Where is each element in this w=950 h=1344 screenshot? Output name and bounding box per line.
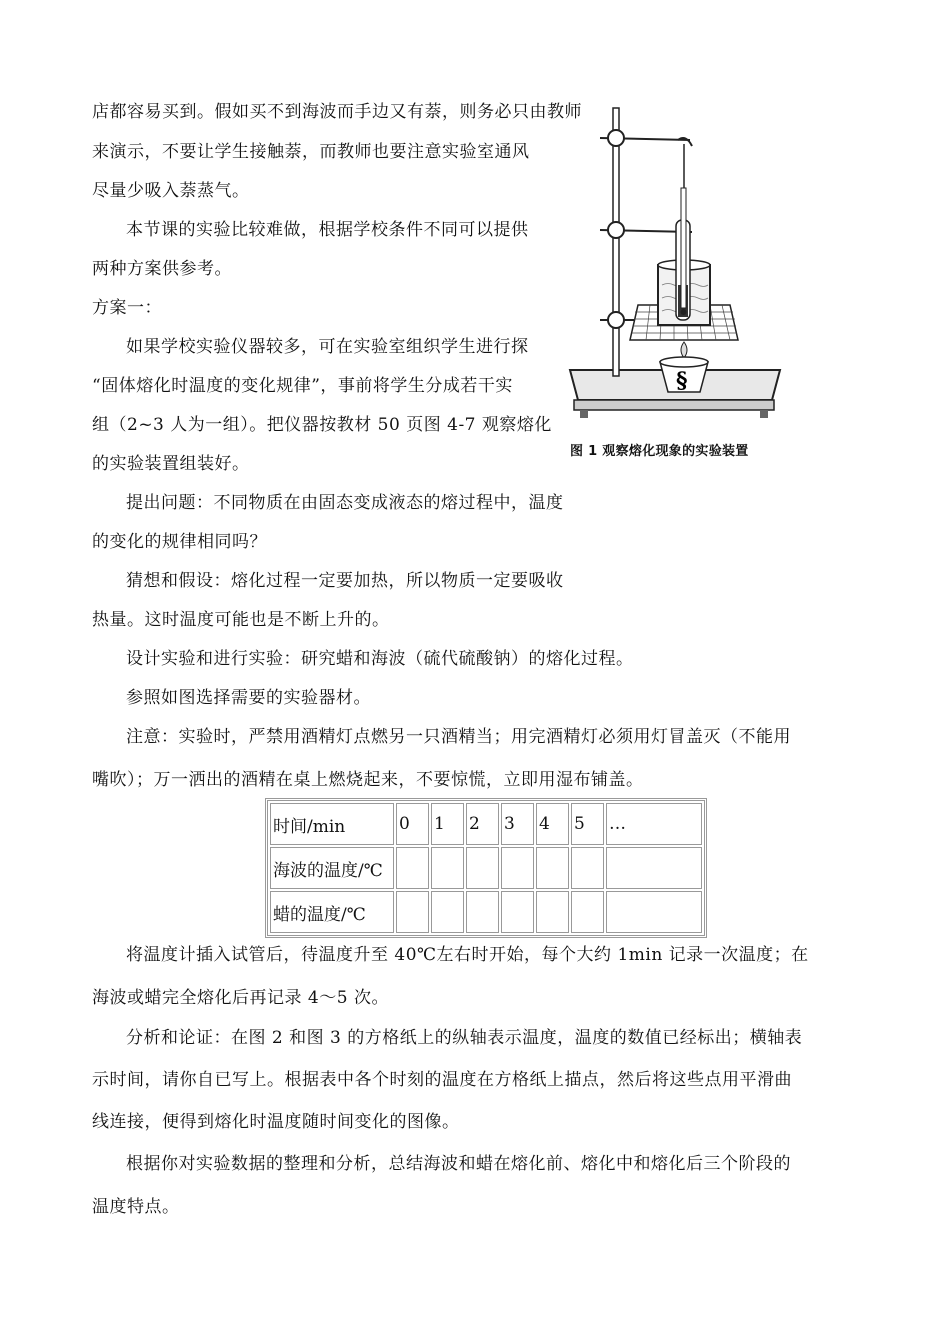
text-line: “固体熔化时温度的变化规律”，事前将学生分成若干实 xyxy=(92,376,513,396)
table-cell xyxy=(431,847,464,889)
table-row xyxy=(270,847,702,889)
text-line: 尽量少吸入萘蒸气。 xyxy=(92,181,250,201)
text-line: 方案一： xyxy=(92,298,162,318)
table-row xyxy=(270,803,702,845)
table-cell xyxy=(396,847,429,889)
figure-caption: 图 1 观察熔化现象的实验装置 xyxy=(570,444,749,459)
table-cell xyxy=(466,847,499,889)
text-line: 注意：实验时，严禁用酒精灯点燃另一只酒精当；用完酒精灯必须用灯冒盖灭（不能用 xyxy=(126,727,791,747)
text-line: 两种方案供参考。 xyxy=(92,259,232,279)
table-cell: 1 xyxy=(431,803,464,845)
text-line: 组（2~3 人为一组）。把仪器按教材 50 页图 4-7 观察熔化 xyxy=(92,415,552,435)
table-cell xyxy=(536,891,569,933)
table-cell: 3 xyxy=(501,803,534,845)
table-cell xyxy=(466,891,499,933)
text-line: 的实验装置组装好。 xyxy=(92,454,250,474)
apparatus-illustration xyxy=(560,100,790,440)
apparatus-figure xyxy=(560,100,790,470)
text-line: 温度特点。 xyxy=(92,1197,180,1217)
text-line: 海波或蜡完全熔化后再记录 4～5 次。 xyxy=(92,988,389,1008)
table-cell xyxy=(606,891,702,933)
table-cell xyxy=(501,847,534,889)
text-line: 店都容易买到。假如买不到海波而手边又有萘，则务必只由教师 xyxy=(92,102,582,122)
text-line: 示时间，请你自已写上。根据表中各个时刻的温度在方格纸上描点，然后将这些点用平滑曲 xyxy=(92,1070,792,1090)
table-cell: 0 xyxy=(396,803,429,845)
text-line: 本节课的实验比较难做，根据学校条件不同可以提供 xyxy=(126,220,529,240)
table-cell xyxy=(571,891,604,933)
table-cell: 2 xyxy=(466,803,499,845)
table-cell xyxy=(501,891,534,933)
text-line: 分析和论证：在图 2 和图 3 的方格纸上的纵轴表示温度，温度的数值已经标出；横轴表 xyxy=(126,1028,803,1048)
text-line: 线连接，便得到熔化时温度随时间变化的图像。 xyxy=(92,1112,460,1132)
text-line: 热量。这时温度可能也是不断上升的。 xyxy=(92,610,390,630)
table-cell xyxy=(396,891,429,933)
table-cell: 5 xyxy=(571,803,604,845)
text-line: 的变化的规律相同吗？ xyxy=(92,532,267,552)
text-line: 嘴吹）；万一洒出的酒精在桌上燃烧起来，不要惊慌，立即用湿布铺盖。 xyxy=(92,770,644,790)
text-line: 将温度计插入试管后，待温度升至 40℃左右时开始，每个大约 1min 记录一次温度；在 xyxy=(126,945,809,965)
text-line: 如果学校实验仪器较多，可在实验室组织学生进行探 xyxy=(126,337,529,357)
table-cell: 4 xyxy=(536,803,569,845)
data-table xyxy=(265,798,707,938)
text-line: 来演示，不要让学生接触萘，而教师也要注意实验室通风 xyxy=(92,142,530,162)
text-line: 根据你对实验数据的整理和分析，总结海波和蜡在熔化前、熔化中和熔化后三个阶段的 xyxy=(126,1154,791,1174)
table-cell: 海波的温度/℃ xyxy=(270,847,394,889)
table-cell: 蜡的温度/℃ xyxy=(270,891,394,933)
table-row xyxy=(270,891,702,933)
text-line: 提出问题：不同物质在由固态变成液态的熔过程中，温度 xyxy=(126,493,564,513)
table-cell: … xyxy=(606,803,702,845)
text-line: 参照如图选择需要的实验器材。 xyxy=(126,688,371,708)
table-cell xyxy=(431,891,464,933)
table-cell xyxy=(571,847,604,889)
table-cell xyxy=(606,847,702,889)
table-cell xyxy=(536,847,569,889)
text-line: 设计实验和进行实验：研究蜡和海波（硫代硫酸钠）的熔化过程。 xyxy=(126,649,634,669)
text-line: 猜想和假设：熔化过程一定要加热，所以物质一定要吸收 xyxy=(126,571,564,591)
svg-text:§: § xyxy=(676,368,688,394)
table-cell: 时间/min xyxy=(270,803,394,845)
